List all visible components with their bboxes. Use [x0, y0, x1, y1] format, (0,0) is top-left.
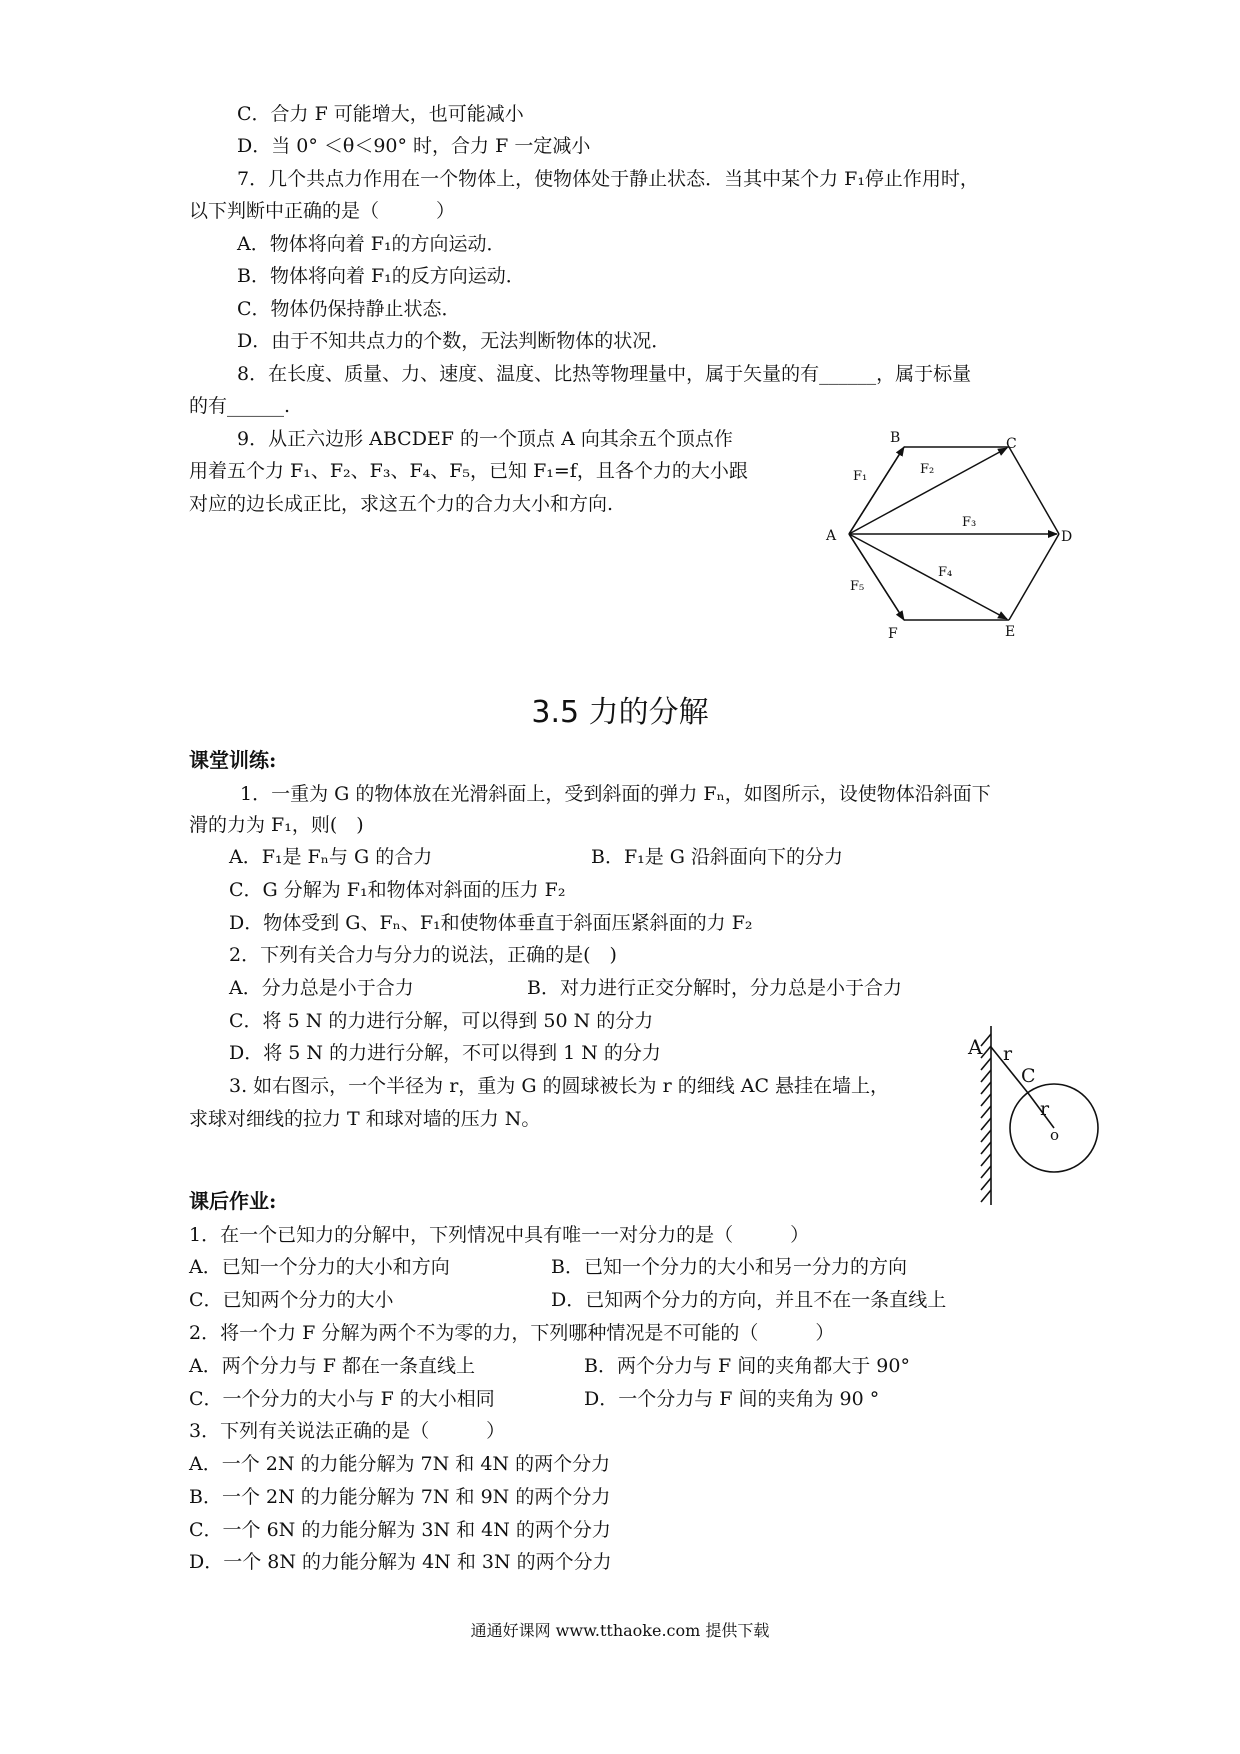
q9-line-2: 用着五个力 F₁、F₂、F₃、F₄、F₅，已知 F₁=f，且各个力的大小跟	[189, 460, 748, 482]
force-arrow-f4	[849, 534, 1007, 619]
classroom-q1-option-c: C．G 分解为 F₁和物体对斜面的压力 F₂	[229, 879, 566, 901]
homework-q3-option-b: B．一个 2N 的力能分解为 7N 和 9N 的两个分力	[189, 1486, 611, 1508]
vertex-label-c: C	[1006, 436, 1017, 452]
homework-q1-option-d: D．已知两个分力的方向，并且不在一条直线上	[551, 1289, 947, 1311]
wall-ball-diagram	[960, 1020, 1100, 1210]
homework-q3-option-d: D．一个 8N 的力能分解为 4N 和 3N 的两个分力	[189, 1551, 612, 1573]
hexagon-edge-cd	[1009, 447, 1059, 534]
vertex-label-f: F	[888, 626, 898, 642]
q7-option-c: C．物体仍保持静止状态．	[237, 298, 461, 320]
q7-option-a: A．物体将向着 F₁的方向运动．	[237, 233, 506, 255]
q8-line-1: 8．在长度、质量、力、速度、温度、比热等物理量中，属于矢量的有______，属于标量	[237, 363, 972, 385]
homework-q2-option-c: C．一个分力的大小与 F 的大小相同	[189, 1388, 495, 1410]
q6-option-c: C．合力 F 可能增大，也可能减小	[237, 103, 524, 125]
force-arrow-f2	[849, 448, 1007, 534]
q7-stem-line-2: 以下判断中正确的是（ ）	[189, 200, 456, 222]
classroom-q1-option-a: A．F₁是 Fₙ与 G 的合力	[229, 846, 433, 868]
q7-option-b: B．物体将向着 F₁的反方向运动．	[237, 265, 525, 287]
homework-q3-stem: 3．下列有关说法正确的是（ ）	[189, 1420, 506, 1442]
force-arrow-f1	[849, 447, 904, 534]
classroom-q2-option-b: B．对力进行正交分解时，分力总是小于合力	[527, 977, 902, 999]
homework-q3-option-c: C．一个 6N 的力能分解为 3N 和 4N 的两个分力	[189, 1519, 611, 1541]
force-label-f5: F₅	[850, 579, 865, 594]
vertex-label-b: B	[890, 430, 901, 446]
radius-label-r: r	[1040, 1098, 1050, 1120]
homework-q2-stem: 2．将一个力 F 分解为两个不为零的力，下列哪种情况是不可能的（ ）	[189, 1322, 835, 1344]
string-length-label-r: r	[1003, 1043, 1013, 1065]
homework-q2-option-d: D．一个分力与 F 间的夹角为 90 °	[584, 1388, 880, 1410]
q9-line-3: 对应的边长成正比，求这五个力的合力大小和方向.	[189, 493, 614, 515]
homework-q2-option-a: A．两个分力与 F 都在一条直线上	[189, 1355, 475, 1377]
q7-option-d: D．由于不知共点力的个数，无法判断物体的状况．	[237, 330, 671, 352]
hexagon-force-diagram	[820, 420, 1090, 650]
classroom-heading: 课堂训练:	[189, 748, 277, 772]
classroom-q3-line-2: 求球对细线的拉力 T 和球对墙的压力 N。	[189, 1108, 541, 1130]
q6-option-d: D．当 0° ＜θ＜90° 时，合力 F 一定减小	[237, 135, 591, 157]
q8-line-2: 的有______.	[189, 395, 291, 417]
vertex-label-a: A	[826, 528, 837, 544]
homework-q1-stem: 1．在一个已知力的分解中，下列情况中具有唯一一对分力的是（ ）	[189, 1224, 810, 1246]
force-label-f1: F₁	[853, 469, 868, 484]
classroom-q2-option-c: C．将 5 N 的力进行分解，可以得到 50 N 的分力	[229, 1010, 654, 1032]
homework-q2-option-b: B．两个分力与 F 间的夹角都大于 90°	[584, 1355, 910, 1377]
homework-q1-option-b: B．已知一个分力的大小和另一分力的方向	[551, 1256, 907, 1278]
force-label-f3: F₃	[962, 515, 977, 530]
hexagon-edge-de	[1009, 534, 1059, 620]
homework-q1-option-a: A．已知一个分力的大小和方向	[189, 1256, 450, 1278]
homework-heading: 课后作业:	[189, 1189, 277, 1213]
classroom-q1-stem-line-2: 滑的力为 F₁，则( )	[189, 814, 364, 836]
page-footer: 通通好课网 www.tthaoke.com 提供下载	[470, 1621, 770, 1640]
force-label-f4: F₄	[938, 565, 953, 580]
classroom-q2-option-d: D．将 5 N 的力进行分解，不可以得到 1 N 的分力	[229, 1042, 661, 1064]
force-arrow-f5	[849, 534, 904, 620]
vertex-label-d: D	[1061, 529, 1073, 545]
classroom-q3-line-1: 3. 如右图示，一个半径为 r，重为 G 的圆球被长为 r 的细线 AC 悬挂在墙上，	[229, 1075, 890, 1097]
section-title: 3.5 力的分解	[531, 695, 709, 730]
q7-stem-line-1: 7．几个共点力作用在一个物体上，使物体处于静止状态．当其中某个力 F₁停止作用时，	[237, 168, 979, 190]
center-label-o: o	[1050, 1126, 1060, 1144]
force-label-f2: F₂	[920, 462, 935, 477]
contact-point-label-c: C	[1021, 1065, 1036, 1087]
homework-q1-option-c: C．已知两个分力的大小	[189, 1289, 394, 1311]
homework-q3-option-a: A．一个 2N 的力能分解为 7N 和 4N 的两个分力	[189, 1453, 611, 1475]
classroom-q1-option-d: D．物体受到 G、Fₙ、F₁和使物体垂直于斜面压紧斜面的力 F₂	[229, 912, 753, 934]
wall-point-label-a: A	[968, 1035, 983, 1059]
classroom-q1-stem-line-1: 1．一重为 G 的物体放在光滑斜面上，受到斜面的弹力 Fₙ，如图所示，设使物体沿斜面下	[240, 783, 991, 805]
wall-hatching	[981, 1034, 991, 1202]
classroom-q1-option-b: B．F₁是 G 沿斜面向下的分力	[591, 846, 844, 868]
vertex-label-e: E	[1005, 624, 1016, 640]
q9-line-1: 9．从正六边形 ABCDEF 的一个顶点 A 向其余五个顶点作	[237, 428, 733, 450]
classroom-q2-option-a: A．分力总是小于合力	[229, 977, 414, 999]
classroom-q2-stem: 2．下列有关合力与分力的说法，正确的是( )	[229, 944, 617, 966]
